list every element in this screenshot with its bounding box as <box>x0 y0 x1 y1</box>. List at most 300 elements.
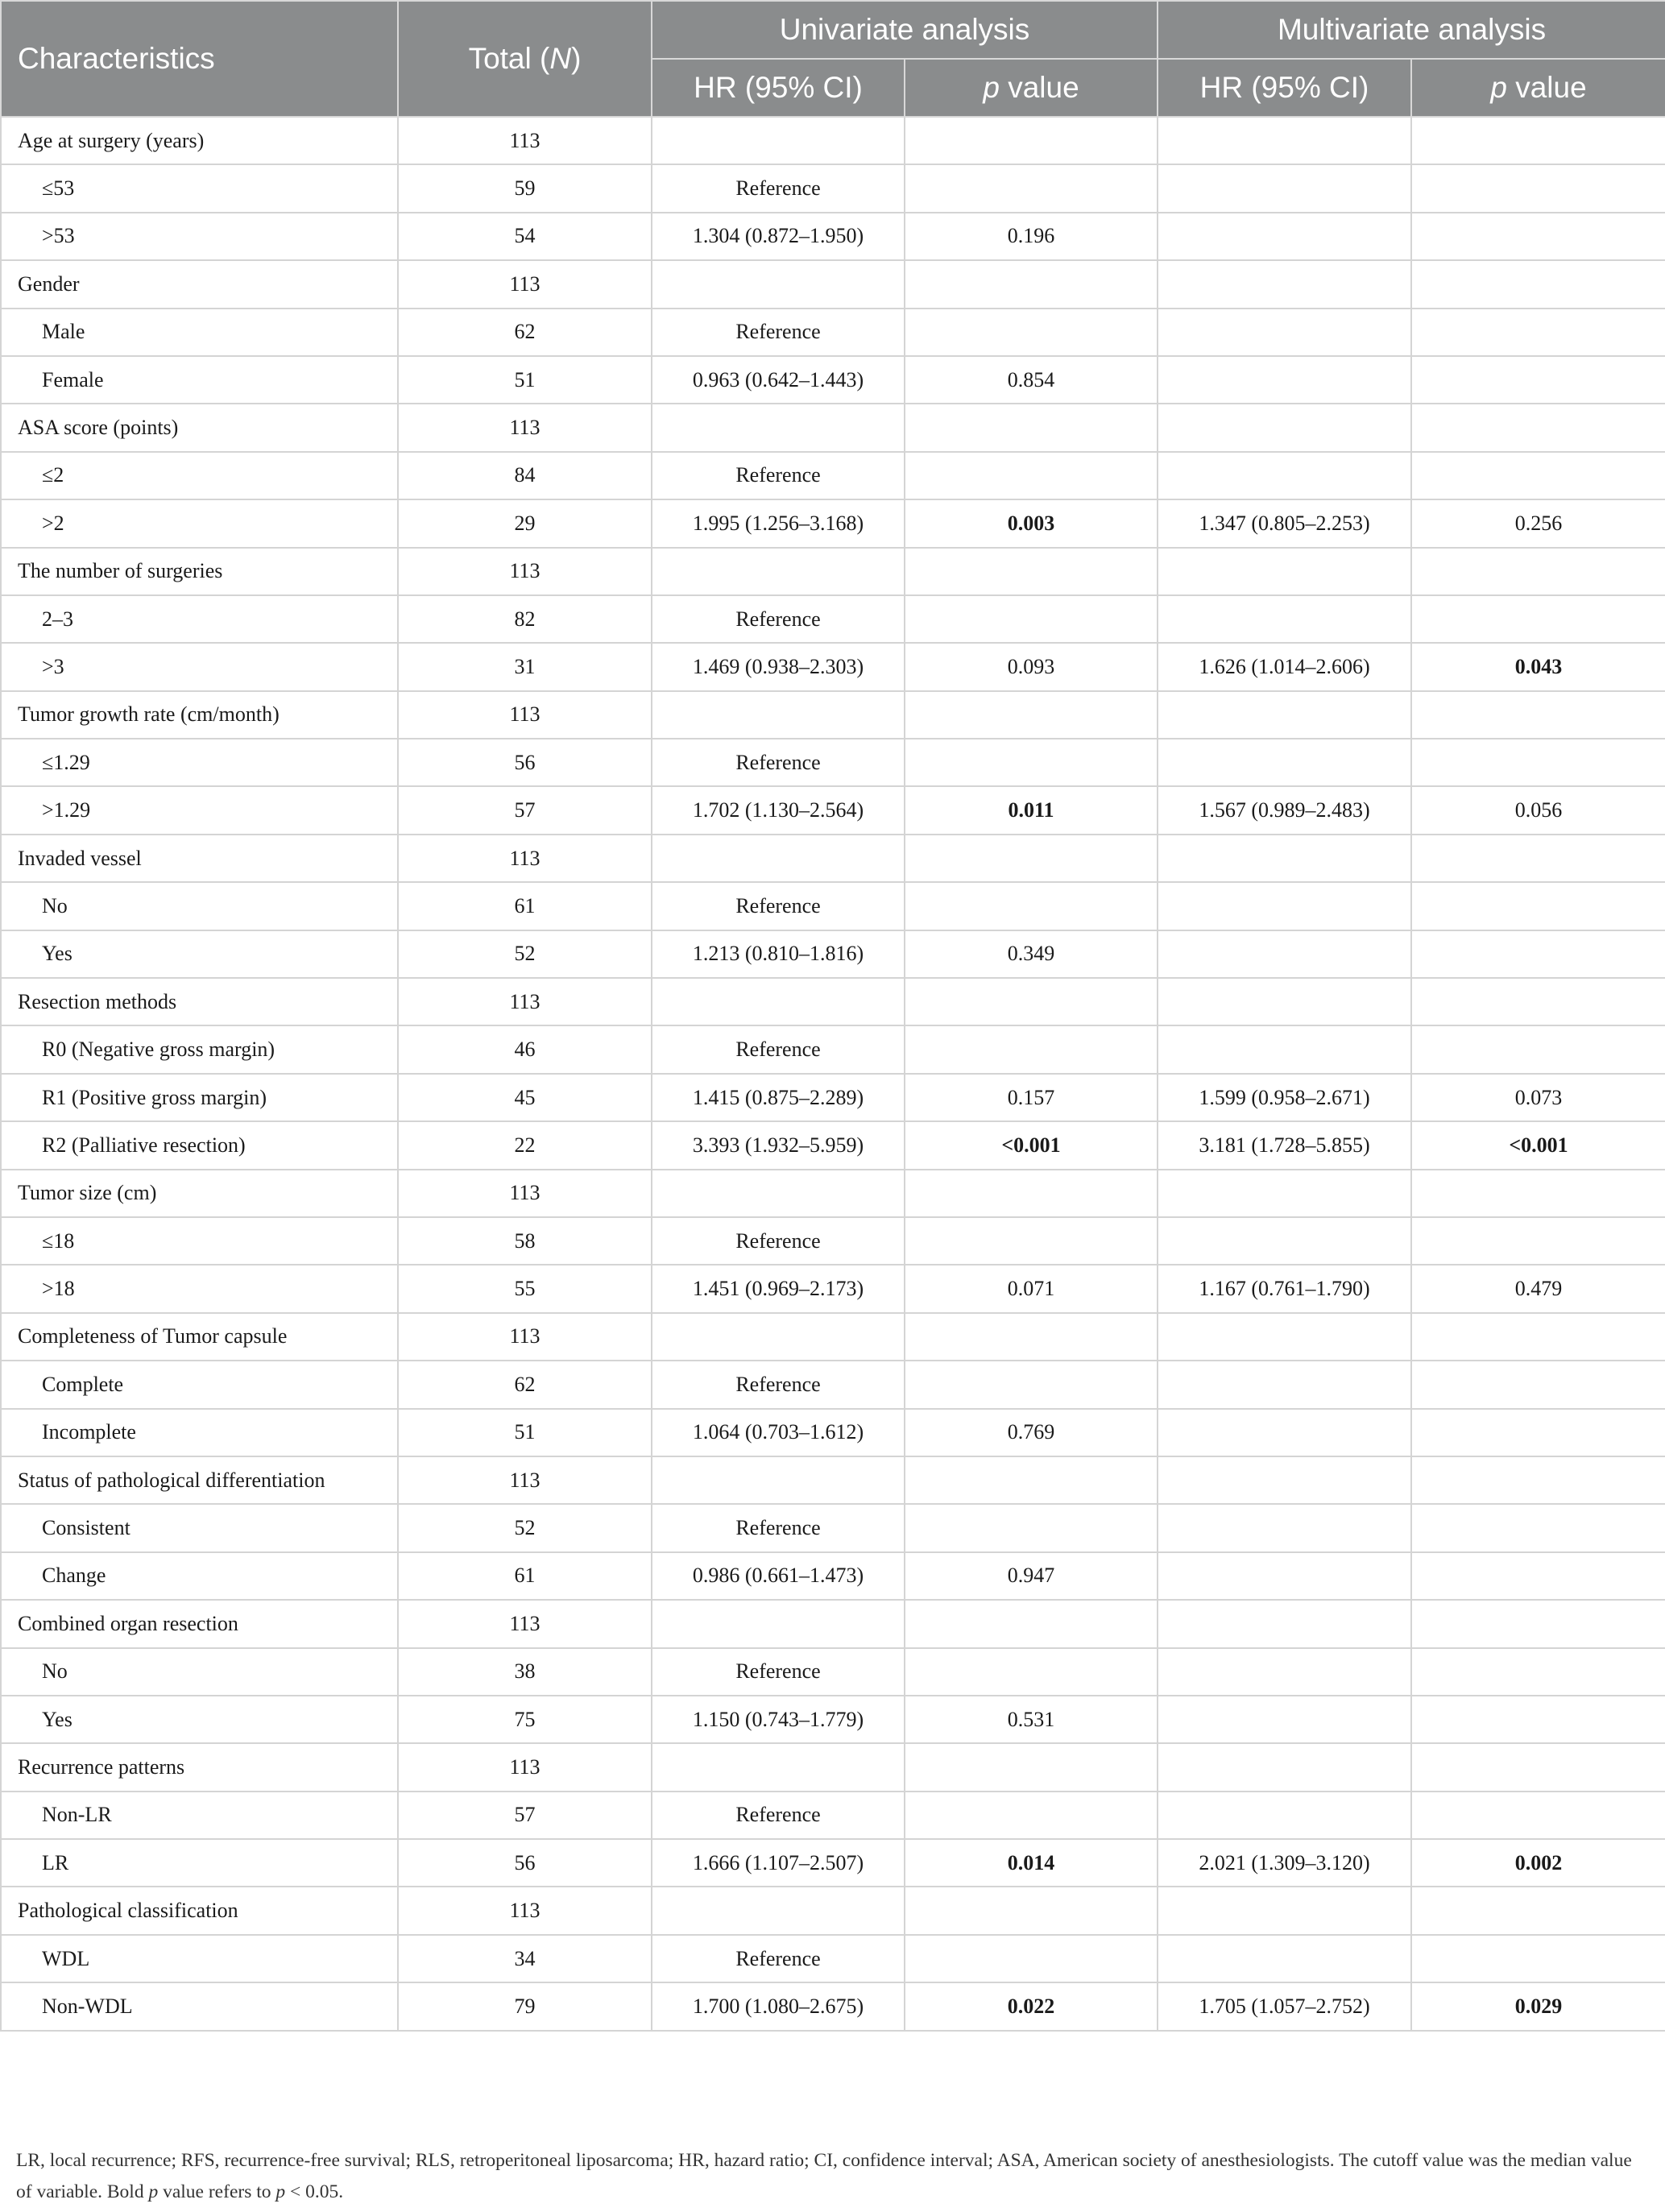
table-body <box>1 117 1665 2031</box>
cell-multi-p <box>1411 835 1665 882</box>
cell-multi-p: 0.256 <box>1411 499 1665 547</box>
cell-uni-p <box>905 1600 1158 1647</box>
cell-characteristic: Yes <box>1 1696 398 1743</box>
cell-uni-hr: Reference <box>652 882 905 930</box>
table-row <box>1 1696 1665 1743</box>
cell-uni-hr <box>652 1170 905 1217</box>
cell-uni-p <box>905 1170 1158 1217</box>
table-row <box>1 164 1665 212</box>
cell-multi-hr <box>1158 1935 1411 1982</box>
cell-characteristic: Consistent <box>1 1504 398 1551</box>
header-multi-p-suffix: value <box>1506 71 1587 104</box>
cell-multi-p <box>1411 1170 1665 1217</box>
cell-multi-p <box>1411 1504 1665 1551</box>
cell-multi-p <box>1411 930 1665 978</box>
cell-uni-hr <box>652 1743 905 1791</box>
cell-multi-p: 0.043 <box>1411 643 1665 690</box>
cell-uni-p <box>905 1456 1158 1504</box>
cell-total: 113 <box>398 1887 652 1934</box>
cell-multi-hr: 1.626 (1.014–2.606) <box>1158 643 1411 690</box>
table-row <box>1 1409 1665 1456</box>
cell-uni-p: 0.014 <box>905 1839 1158 1887</box>
cell-multi-p <box>1411 260 1665 308</box>
cell-uni-p <box>905 1217 1158 1265</box>
cell-total: 57 <box>398 1792 652 1839</box>
cell-multi-p <box>1411 164 1665 212</box>
cell-characteristic: The number of surgeries <box>1 548 398 595</box>
cell-total: 113 <box>398 1313 652 1361</box>
cell-total: 38 <box>398 1648 652 1696</box>
cell-uni-hr <box>652 1887 905 1934</box>
cell-uni-hr <box>652 691 905 739</box>
table-row <box>1 213 1665 260</box>
table-row <box>1 1170 1665 1217</box>
cell-multi-p <box>1411 1696 1665 1743</box>
cell-uni-hr: 1.700 (1.080–2.675) <box>652 1982 905 2030</box>
cell-uni-p <box>905 739 1158 786</box>
cell-total: 46 <box>398 1025 652 1073</box>
cell-total: 113 <box>398 404 652 451</box>
cell-characteristic: >18 <box>1 1265 398 1312</box>
cell-multi-p <box>1411 1743 1665 1791</box>
cell-uni-p: 0.349 <box>905 930 1158 978</box>
cell-uni-hr <box>652 548 905 595</box>
table-row <box>1 1121 1665 1169</box>
cell-total: 113 <box>398 260 652 308</box>
table-row <box>1 1935 1665 1982</box>
cell-multi-p <box>1411 1887 1665 1934</box>
cell-multi-hr <box>1158 1025 1411 1073</box>
cell-uni-hr: 0.963 (0.642–1.443) <box>652 356 905 404</box>
cell-multi-hr <box>1158 1648 1411 1696</box>
table-row <box>1 499 1665 547</box>
table-row <box>1 882 1665 930</box>
cell-multi-hr <box>1158 356 1411 404</box>
table-row <box>1 1552 1665 1600</box>
cell-characteristic: >3 <box>1 643 398 690</box>
cell-uni-hr <box>652 1456 905 1504</box>
table-row <box>1 1217 1665 1265</box>
cell-multi-hr <box>1158 1361 1411 1408</box>
cell-total: 82 <box>398 595 652 643</box>
footnote-part2: value refers to <box>158 2181 276 2202</box>
cell-uni-p <box>905 835 1158 882</box>
cell-characteristic: Age at surgery (years) <box>1 117 398 164</box>
cell-total: 113 <box>398 835 652 882</box>
cell-characteristic: R0 (Negative gross margin) <box>1 1025 398 1073</box>
table-row <box>1 1600 1665 1647</box>
cell-multi-p <box>1411 1600 1665 1647</box>
cell-multi-hr <box>1158 1313 1411 1361</box>
cell-multi-p: 0.002 <box>1411 1839 1665 1887</box>
table-row <box>1 595 1665 643</box>
cell-uni-p <box>905 452 1158 499</box>
cell-total: 22 <box>398 1121 652 1169</box>
cell-uni-hr: 1.995 (1.256–3.168) <box>652 499 905 547</box>
table-footnote <box>16 2145 1651 2208</box>
cell-characteristic: ASA score (points) <box>1 404 398 451</box>
cell-total: 113 <box>398 548 652 595</box>
cell-multi-hr: 1.599 (0.958–2.671) <box>1158 1074 1411 1121</box>
cell-multi-hr <box>1158 1170 1411 1217</box>
footnote-part1: LR, local recurrence; RFS, recurrence-free survival; RLS, retroperitoneal liposarcoma; HR, hazard ratio; CI, confidence interval; ASA, American society of anesthesiologists. The cutoff value was the median value of variable. Bold <box>16 2150 1632 2202</box>
table-row <box>1 1025 1665 1073</box>
cell-total: 55 <box>398 1265 652 1312</box>
cell-uni-p <box>905 164 1158 212</box>
cell-characteristic: ≤53 <box>1 164 398 212</box>
cell-total: 56 <box>398 739 652 786</box>
header-total-prefix: Total ( <box>468 42 550 75</box>
cell-total: 113 <box>398 1600 652 1647</box>
cell-uni-hr: Reference <box>652 1504 905 1551</box>
cell-characteristic: LR <box>1 1839 398 1887</box>
cell-characteristic: Tumor growth rate (cm/month) <box>1 691 398 739</box>
cell-uni-p: 0.854 <box>905 356 1158 404</box>
cell-uni-hr: Reference <box>652 739 905 786</box>
cell-characteristic: R1 (Positive gross margin) <box>1 1074 398 1121</box>
cell-total: 56 <box>398 1839 652 1887</box>
header-multivariate: Multivariate analysis <box>1158 1 1665 59</box>
cell-uni-hr: 1.415 (0.875–2.289) <box>652 1074 905 1121</box>
cell-uni-hr: Reference <box>652 595 905 643</box>
cell-multi-hr <box>1158 930 1411 978</box>
cell-uni-hr <box>652 117 905 164</box>
cell-characteristic: ≤2 <box>1 452 398 499</box>
cell-uni-p: 0.947 <box>905 1552 1158 1600</box>
cell-multi-hr: 1.167 (0.761–1.790) <box>1158 1265 1411 1312</box>
cell-uni-p: 0.022 <box>905 1982 1158 2030</box>
cell-uni-p <box>905 1025 1158 1073</box>
header-total-suffix: ) <box>571 42 582 75</box>
cell-characteristic: >1.29 <box>1 786 398 834</box>
cell-multi-p <box>1411 404 1665 451</box>
cell-uni-p: 0.011 <box>905 786 1158 834</box>
cell-total: 51 <box>398 356 652 404</box>
table-row <box>1 1361 1665 1408</box>
cell-total: 54 <box>398 213 652 260</box>
cell-characteristic: 2–3 <box>1 595 398 643</box>
cell-multi-p <box>1411 595 1665 643</box>
cell-uni-hr: Reference <box>652 309 905 356</box>
header-total-n: N <box>549 42 572 75</box>
cell-uni-p: 0.769 <box>905 1409 1158 1456</box>
cell-uni-p <box>905 691 1158 739</box>
cell-characteristic: Completeness of Tumor capsule <box>1 1313 398 1361</box>
cell-characteristic: Non-WDL <box>1 1982 398 2030</box>
cell-uni-p <box>905 1648 1158 1696</box>
cell-uni-hr: 1.304 (0.872–1.950) <box>652 213 905 260</box>
cell-multi-hr <box>1158 1217 1411 1265</box>
cell-multi-hr: 1.567 (0.989–2.483) <box>1158 786 1411 834</box>
cell-characteristic: >53 <box>1 213 398 260</box>
cell-uni-hr <box>652 978 905 1025</box>
cell-characteristic: Invaded vessel <box>1 835 398 882</box>
cell-uni-p: 0.196 <box>905 213 1158 260</box>
cell-uni-hr: 1.666 (1.107–2.507) <box>652 1839 905 1887</box>
cell-multi-hr <box>1158 1887 1411 1934</box>
table-row <box>1 1504 1665 1551</box>
cell-multi-p <box>1411 1552 1665 1600</box>
cell-multi-p <box>1411 882 1665 930</box>
table-row <box>1 1887 1665 1934</box>
cell-uni-hr <box>652 404 905 451</box>
cell-total: 113 <box>398 978 652 1025</box>
table-row <box>1 786 1665 834</box>
cell-multi-hr <box>1158 548 1411 595</box>
cell-multi-hr <box>1158 595 1411 643</box>
cell-uni-hr <box>652 1313 905 1361</box>
cell-characteristic: Female <box>1 356 398 404</box>
cell-total: 62 <box>398 1361 652 1408</box>
cell-multi-p <box>1411 1313 1665 1361</box>
cell-uni-p: 0.071 <box>905 1265 1158 1312</box>
cell-uni-hr <box>652 260 905 308</box>
cell-uni-hr: 1.451 (0.969–2.173) <box>652 1265 905 1312</box>
cell-multi-p <box>1411 1456 1665 1504</box>
cell-uni-hr: Reference <box>652 1648 905 1696</box>
cell-multi-hr <box>1158 260 1411 308</box>
cell-total: 61 <box>398 1552 652 1600</box>
cell-multi-hr <box>1158 739 1411 786</box>
cell-uni-p <box>905 882 1158 930</box>
cell-uni-p <box>905 309 1158 356</box>
cell-uni-hr: 1.213 (0.810–1.816) <box>652 930 905 978</box>
header-total <box>398 1 652 117</box>
cell-characteristic: Non-LR <box>1 1792 398 1839</box>
header-uni-p-suffix: value <box>999 71 1079 104</box>
cell-multi-hr <box>1158 404 1411 451</box>
cell-multi-hr: 3.181 (1.728–5.855) <box>1158 1121 1411 1169</box>
cell-uni-p <box>905 1935 1158 1982</box>
cell-uni-p: 0.093 <box>905 643 1158 690</box>
cell-total: 52 <box>398 930 652 978</box>
cell-multi-p <box>1411 452 1665 499</box>
cell-uni-p <box>905 548 1158 595</box>
cell-characteristic: Complete <box>1 1361 398 1408</box>
table-header <box>1 1 1665 117</box>
cell-multi-p <box>1411 356 1665 404</box>
table-row <box>1 643 1665 690</box>
cell-characteristic: Pathological classification <box>1 1887 398 1934</box>
cell-total: 84 <box>398 452 652 499</box>
cell-multi-hr <box>1158 1456 1411 1504</box>
cell-total: 57 <box>398 786 652 834</box>
footnote-p-italic: p <box>148 2181 159 2202</box>
cell-uni-p <box>905 1361 1158 1408</box>
cell-uni-hr: Reference <box>652 1935 905 1982</box>
cell-multi-hr: 1.705 (1.057–2.752) <box>1158 1982 1411 2030</box>
cell-multi-p: 0.073 <box>1411 1074 1665 1121</box>
table-row <box>1 1982 1665 2030</box>
cell-total: 62 <box>398 309 652 356</box>
cell-multi-p <box>1411 548 1665 595</box>
cell-multi-hr <box>1158 1409 1411 1456</box>
cell-uni-p <box>905 1887 1158 1934</box>
cell-uni-hr: 1.064 (0.703–1.612) <box>652 1409 905 1456</box>
cell-multi-p <box>1411 1409 1665 1456</box>
cell-uni-hr: 3.393 (1.932–5.959) <box>652 1121 905 1169</box>
cell-uni-hr: Reference <box>652 1025 905 1073</box>
header-uni-p <box>905 59 1158 117</box>
cell-characteristic: Status of pathological differentiation <box>1 1456 398 1504</box>
table-row <box>1 691 1665 739</box>
table-row <box>1 1839 1665 1887</box>
cell-characteristic: WDL <box>1 1935 398 1982</box>
cell-total: 61 <box>398 882 652 930</box>
cell-multi-p <box>1411 213 1665 260</box>
cell-uni-p <box>905 404 1158 451</box>
header-multi-p <box>1411 59 1665 117</box>
cell-total: 29 <box>398 499 652 547</box>
table-row <box>1 1792 1665 1839</box>
table-row <box>1 835 1665 882</box>
table-row <box>1 452 1665 499</box>
cell-uni-hr: Reference <box>652 1361 905 1408</box>
cell-total: 31 <box>398 643 652 690</box>
cell-multi-hr: 2.021 (1.309–3.120) <box>1158 1839 1411 1887</box>
cell-multi-hr <box>1158 1743 1411 1791</box>
cell-multi-p <box>1411 1648 1665 1696</box>
cell-uni-p: 0.003 <box>905 499 1158 547</box>
cell-multi-hr <box>1158 164 1411 212</box>
header-uni-hr: HR (95% CI) <box>652 59 905 117</box>
cell-uni-hr <box>652 1600 905 1647</box>
cell-characteristic: >2 <box>1 499 398 547</box>
cell-uni-hr: Reference <box>652 452 905 499</box>
cell-uni-p <box>905 1743 1158 1791</box>
cell-multi-p <box>1411 691 1665 739</box>
cell-uni-p <box>905 595 1158 643</box>
cell-multi-p: 0.479 <box>1411 1265 1665 1312</box>
cell-multi-hr <box>1158 1552 1411 1600</box>
cell-multi-hr <box>1158 1504 1411 1551</box>
cell-multi-hr <box>1158 117 1411 164</box>
cell-uni-hr: 1.702 (1.130–2.564) <box>652 786 905 834</box>
cell-characteristic: Change <box>1 1552 398 1600</box>
cell-uni-hr: 1.469 (0.938–2.303) <box>652 643 905 690</box>
cell-multi-p: 0.029 <box>1411 1982 1665 2030</box>
cell-multi-hr <box>1158 978 1411 1025</box>
cell-uni-hr: 0.986 (0.661–1.473) <box>652 1552 905 1600</box>
cell-total: 113 <box>398 117 652 164</box>
cell-multi-hr <box>1158 213 1411 260</box>
cell-characteristic: Yes <box>1 930 398 978</box>
cell-multi-p <box>1411 1935 1665 1982</box>
cell-multi-p: 0.056 <box>1411 786 1665 834</box>
table-row <box>1 404 1665 451</box>
footnote-part3: < 0.05. <box>285 2181 344 2202</box>
cell-multi-hr <box>1158 1792 1411 1839</box>
cell-uni-p: <0.001 <box>905 1121 1158 1169</box>
cell-characteristic: ≤18 <box>1 1217 398 1265</box>
cell-characteristic: Incomplete <box>1 1409 398 1456</box>
cell-total: 45 <box>398 1074 652 1121</box>
cell-uni-p: 0.531 <box>905 1696 1158 1743</box>
table-row <box>1 356 1665 404</box>
table-row <box>1 1074 1665 1121</box>
cell-multi-hr <box>1158 1600 1411 1647</box>
cell-multi-hr <box>1158 882 1411 930</box>
cell-uni-hr: Reference <box>652 164 905 212</box>
cell-multi-hr: 1.347 (0.805–2.253) <box>1158 499 1411 547</box>
cell-multi-p <box>1411 309 1665 356</box>
cell-uni-p <box>905 978 1158 1025</box>
header-univariate: Univariate analysis <box>652 1 1158 59</box>
header-multi-hr: HR (95% CI) <box>1158 59 1411 117</box>
cell-uni-hr: Reference <box>652 1792 905 1839</box>
cell-total: 113 <box>398 1456 652 1504</box>
cell-multi-p <box>1411 1361 1665 1408</box>
table-row <box>1 978 1665 1025</box>
cell-multi-hr <box>1158 452 1411 499</box>
cell-uni-hr <box>652 835 905 882</box>
cell-total: 34 <box>398 1935 652 1982</box>
cell-multi-p <box>1411 1792 1665 1839</box>
cell-total: 113 <box>398 691 652 739</box>
cell-characteristic: No <box>1 1648 398 1696</box>
cell-characteristic: Recurrence patterns <box>1 1743 398 1791</box>
table-row <box>1 117 1665 164</box>
cell-multi-hr <box>1158 691 1411 739</box>
cell-uni-p <box>905 1504 1158 1551</box>
cell-multi-p <box>1411 978 1665 1025</box>
cell-multi-p <box>1411 117 1665 164</box>
table-row <box>1 739 1665 786</box>
cell-characteristic: ≤1.29 <box>1 739 398 786</box>
cell-multi-p <box>1411 1025 1665 1073</box>
cell-characteristic: Gender <box>1 260 398 308</box>
cell-total: 58 <box>398 1217 652 1265</box>
cell-total: 113 <box>398 1170 652 1217</box>
cell-uni-p <box>905 1313 1158 1361</box>
cell-total: 52 <box>398 1504 652 1551</box>
table-row <box>1 1648 1665 1696</box>
cell-uni-hr: Reference <box>652 1217 905 1265</box>
cell-multi-p: <0.001 <box>1411 1121 1665 1169</box>
header-characteristics: Characteristics <box>1 1 398 117</box>
table-row <box>1 1743 1665 1791</box>
cell-characteristic: Combined organ resection <box>1 1600 398 1647</box>
header-multi-p-italic: p <box>1490 71 1507 104</box>
table-row <box>1 1313 1665 1361</box>
cell-multi-hr <box>1158 1696 1411 1743</box>
cell-uni-p <box>905 1792 1158 1839</box>
table-row <box>1 260 1665 308</box>
cell-characteristic: No <box>1 882 398 930</box>
table-row <box>1 548 1665 595</box>
cell-total: 59 <box>398 164 652 212</box>
cell-multi-p <box>1411 1217 1665 1265</box>
header-uni-p-italic: p <box>983 71 1000 104</box>
cell-characteristic: R2 (Palliative resection) <box>1 1121 398 1169</box>
cell-characteristic: Resection methods <box>1 978 398 1025</box>
cell-total: 75 <box>398 1696 652 1743</box>
cell-multi-p <box>1411 739 1665 786</box>
table-row <box>1 309 1665 356</box>
cell-characteristic: Male <box>1 309 398 356</box>
cell-uni-p <box>905 260 1158 308</box>
cell-total: 113 <box>398 1743 652 1791</box>
cell-uni-hr: 1.150 (0.743–1.779) <box>652 1696 905 1743</box>
table-row <box>1 1265 1665 1312</box>
cell-characteristic: Tumor size (cm) <box>1 1170 398 1217</box>
cell-total: 51 <box>398 1409 652 1456</box>
cell-uni-p: 0.157 <box>905 1074 1158 1121</box>
table-row <box>1 930 1665 978</box>
cell-multi-hr <box>1158 309 1411 356</box>
cell-uni-p <box>905 117 1158 164</box>
cell-total: 79 <box>398 1982 652 2030</box>
